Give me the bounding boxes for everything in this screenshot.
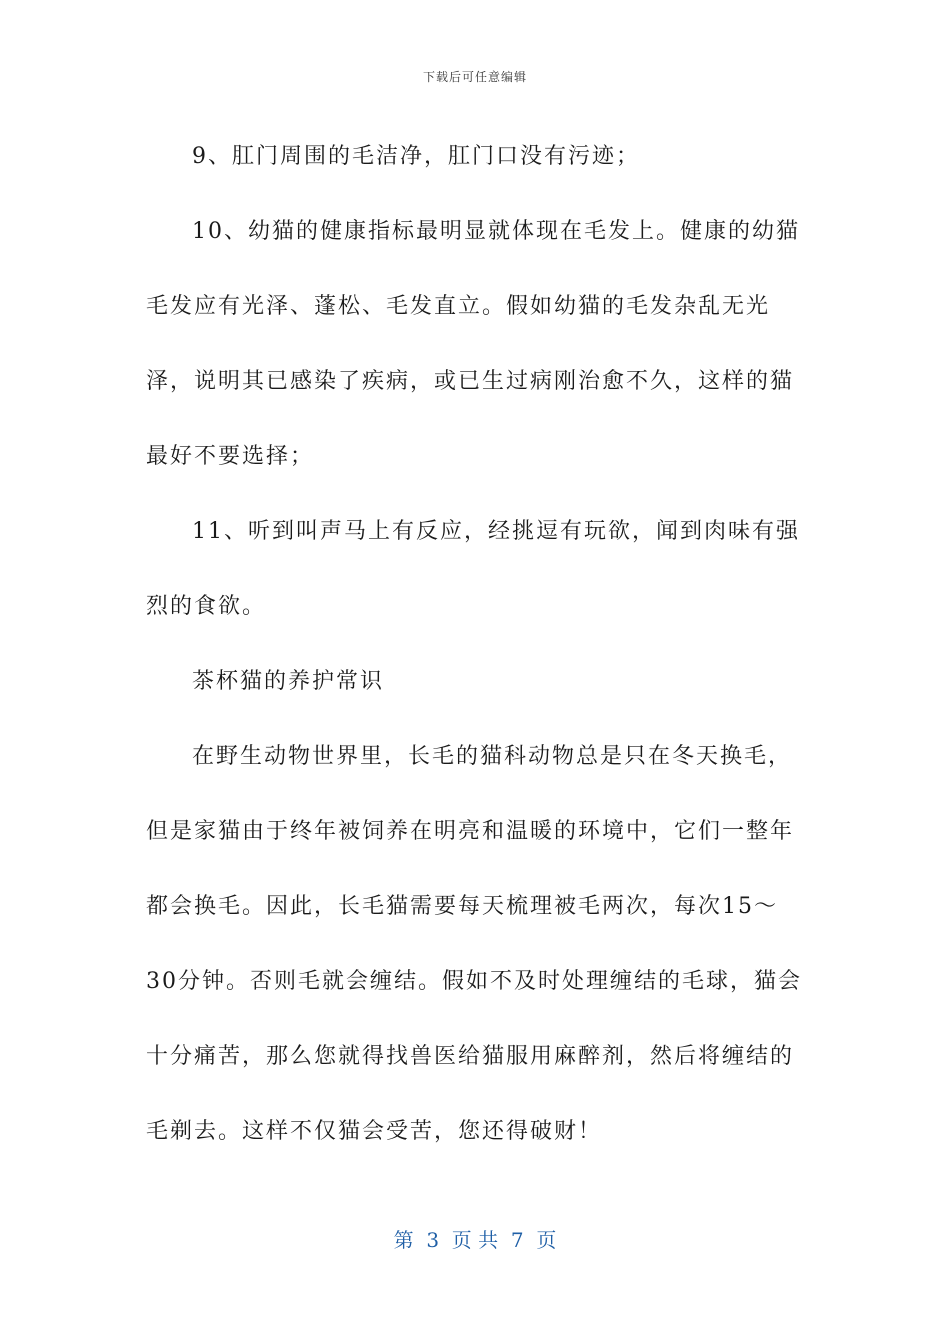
paragraph-care-tips: 在野生动物世界里，长毛的猫科动物总是只在冬天换毛，但是家猫由于终年被饲养在明亮和温暖的环境中，它们一整年都会换毛。因此，长毛猫需要每天梳理被毛两次，每次15～30分钟。否则毛就会缠结。假如不及时处理缠结的毛球，猫会十分痛苦，那么您就得找兽医给猫服用麻醉剂，然后将缠结的毛剃去。这样不仅猫会受苦，您还得破财！ xyxy=(146,744,802,1144)
page-header: 下载后可任意编辑 xyxy=(422,70,527,84)
section-heading: 茶杯猫的养护常识 xyxy=(192,669,385,694)
paragraph-item-10: 10、幼猫的健康指标最明显就体现在毛发上。健康的幼猫毛发应有光泽、蓬松、毛发直立。假如幼猫的毛发杂乱无光泽，说明其已感染了疾病，或已生过病刚治愈不久，这样的猫最好不要选择； xyxy=(146,219,800,469)
page-number-footer: 第 3 页 共 7 页 xyxy=(393,1228,557,1252)
paragraph-item-11: 11、听到叫声马上有反应，经挑逗有玩欲，闻到肉味有强烈的食欲。 xyxy=(146,519,800,619)
paragraph-item-9: 9、肛门周围的毛洁净，肛门口没有污迹； xyxy=(192,144,640,169)
document-body xyxy=(146,119,804,1169)
